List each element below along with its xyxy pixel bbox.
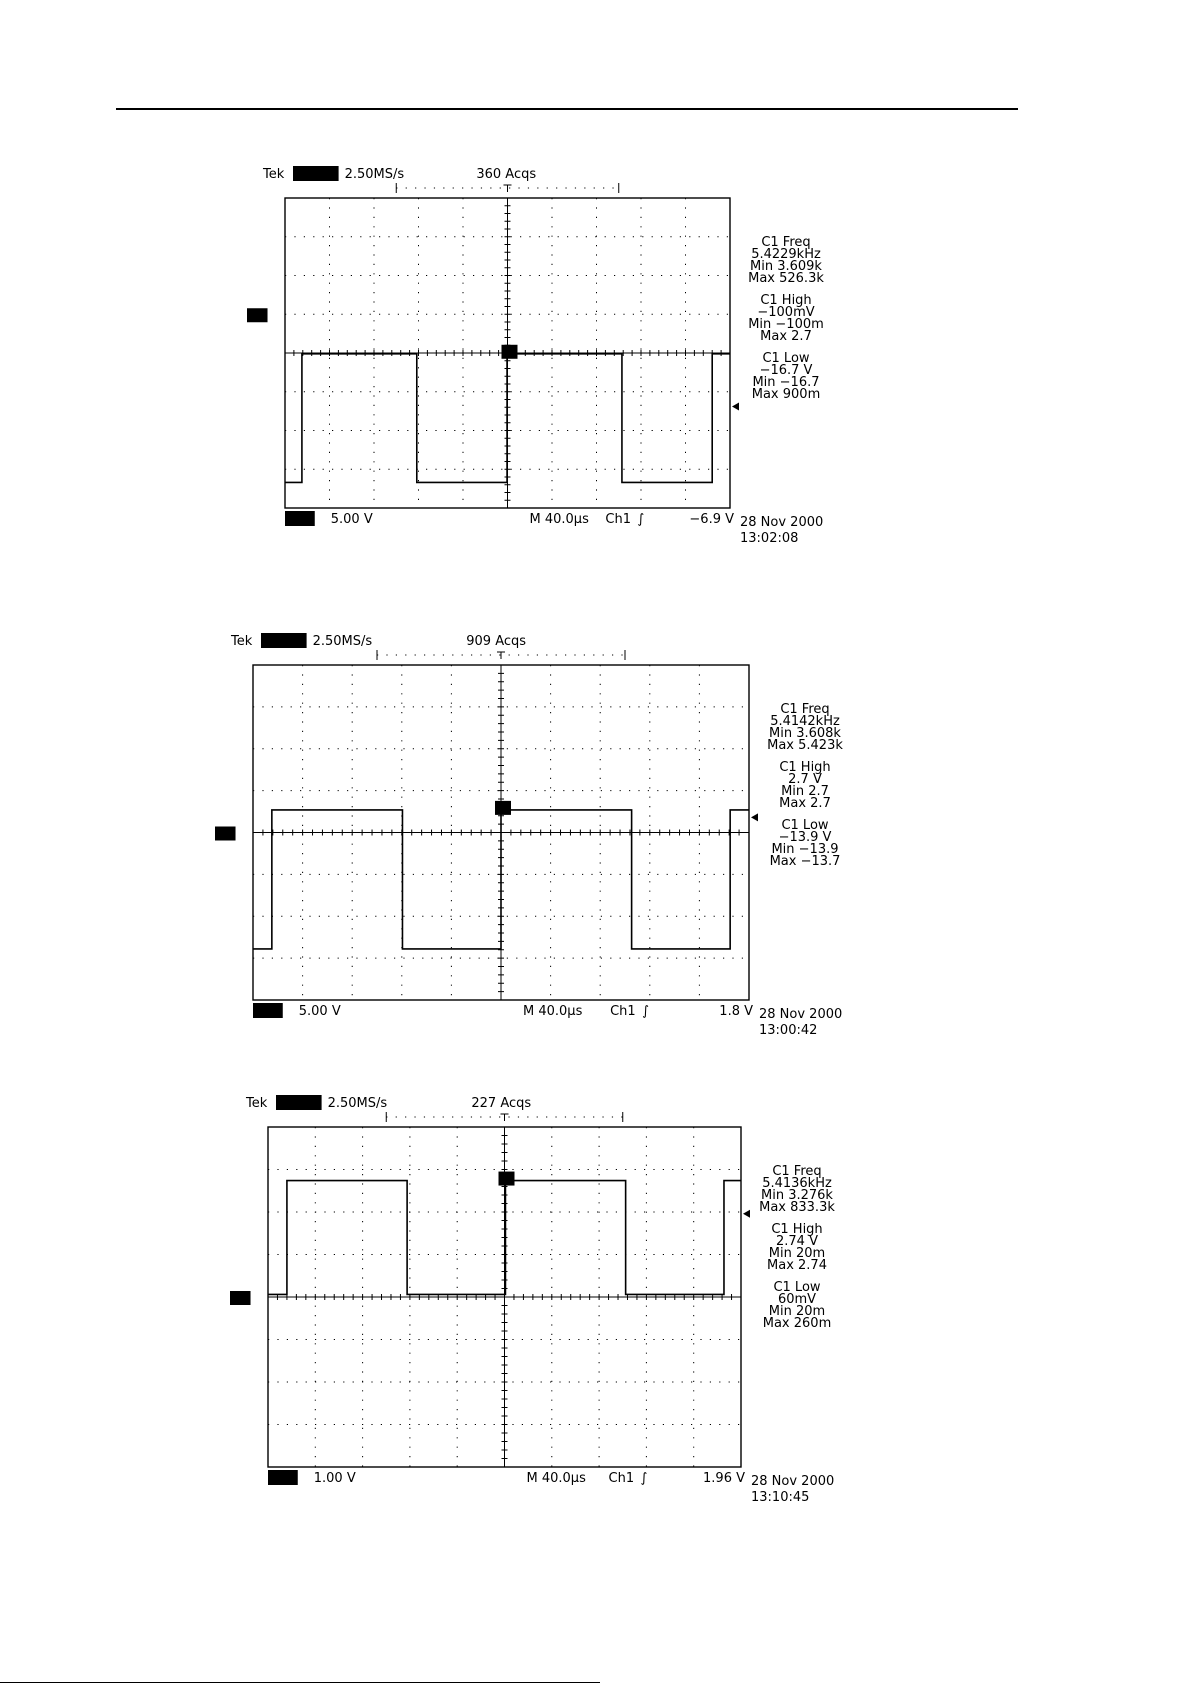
oscilloscope-capture-1	[0, 160, 1191, 546]
channel-1-badge: Ch1	[288, 512, 312, 526]
trigger-slope-icon: ∫	[642, 1004, 649, 1019]
capture-time: 13:02:08	[740, 531, 799, 546]
page-top-rule	[116, 108, 1018, 110]
measurement-max: Max 833.3k	[759, 1200, 835, 1215]
measurement-min: Min 3.608k	[769, 726, 841, 741]
measurement-min: Min 20m	[768, 1246, 826, 1261]
channel-1-ground-marker: 1→	[249, 309, 266, 323]
trigger-level-arrow	[751, 813, 758, 821]
measurement-value: −13.9 V	[778, 830, 832, 845]
oscilloscope-capture-2	[0, 620, 1191, 1038]
channel-1-badge: Ch1	[256, 1004, 280, 1018]
channel-1-waveform	[285, 354, 730, 483]
acq-state-badge: Stop:	[300, 167, 332, 181]
oscilloscope-capture-3	[0, 1082, 1191, 1505]
trigger-position-marker: T	[499, 801, 507, 815]
measurement-max: Max 2.7	[760, 329, 812, 344]
acq-state-badge: Stop:	[283, 1096, 315, 1110]
measurement-max: Max −13.7	[769, 854, 841, 869]
capture-date: 28 Nov 2000	[759, 1007, 843, 1022]
channel-1-ground-marker: 1→	[217, 827, 234, 841]
measurement-min: Min −16.7	[752, 375, 820, 390]
measurement-name: C1 Low	[773, 1280, 821, 1295]
sample-rate-label: 2.50MS/s	[344, 167, 405, 182]
measurement-value: −100mV	[757, 305, 815, 320]
brand-label: Tek	[246, 1096, 268, 1111]
trigger-level-value: 1.96 V	[703, 1471, 745, 1486]
acquisition-count: 909 Acqs	[466, 634, 527, 649]
trigger-level-value: −6.9 V	[689, 512, 734, 527]
channel-1-scale: 5.00 V	[330, 512, 373, 527]
measurement-name: C1 Freq	[761, 235, 811, 250]
measurement-min: Min 2.7	[781, 784, 829, 799]
timebase-label: M 40.0µs	[529, 512, 589, 527]
measurement-name: C1 High	[771, 1222, 823, 1237]
measurement-max: Max 5.423k	[767, 738, 843, 753]
measurement-value: 5.4136kHz	[762, 1176, 832, 1191]
measurement-value: 5.4142kHz	[770, 714, 840, 729]
measurement-name: C1 High	[760, 293, 812, 308]
measurement-value: 2.7 V	[788, 772, 822, 787]
measurement-min: Min −100m	[748, 317, 824, 332]
measurement-max: Max 900m	[751, 387, 821, 402]
measurement-name: C1 Freq	[772, 1164, 822, 1179]
measurement-max: Max 260m	[762, 1316, 832, 1331]
brand-label: Tek	[263, 167, 285, 182]
timebase-label: M 40.0µs	[526, 1471, 586, 1486]
trigger-level-arrow	[743, 1210, 750, 1218]
trigger-level-arrow	[732, 402, 739, 410]
measurement-name: C1 Low	[762, 351, 810, 366]
measurement-name: C1 Freq	[780, 702, 830, 717]
channel-1-badge: Ch1	[271, 1471, 295, 1485]
channel-1-scale: 1.00 V	[313, 1471, 356, 1486]
sample-rate-label: 2.50MS/s	[327, 1096, 388, 1111]
capture-time: 13:00:42	[759, 1023, 818, 1038]
acquisition-count: 227 Acqs	[471, 1096, 532, 1111]
measurement-max: Max 2.74	[767, 1258, 827, 1273]
measurement-min: Min 3.276k	[761, 1188, 833, 1203]
acquisition-count: 360 Acqs	[476, 167, 537, 182]
sample-rate-label: 2.50MS/s	[312, 634, 373, 649]
measurement-value: 2.74 V	[776, 1234, 818, 1249]
capture-date: 28 Nov 2000	[751, 1474, 835, 1489]
trigger-level-value: 1.8 V	[719, 1004, 753, 1019]
measurement-max: Max 526.3k	[748, 271, 824, 286]
measurement-value: 5.4229kHz	[751, 247, 821, 262]
brand-label: Tek	[231, 634, 253, 649]
trigger-slope-icon: ∫	[637, 512, 645, 527]
capture-time: 13:10:45	[751, 1490, 810, 1505]
channel-1-waveform	[253, 810, 749, 949]
trigger-position-marker: T	[503, 1172, 510, 1186]
trigger-source: Ch1	[605, 512, 631, 527]
trigger-position-marker: T	[506, 345, 513, 359]
channel-1-scale: 5.00 V	[298, 1004, 341, 1019]
trigger-source: Ch1	[610, 1004, 636, 1019]
measurement-max: Max 2.7	[779, 796, 831, 811]
measurement-value: −16.7 V	[759, 363, 813, 378]
timebase-label: M 40.0µs	[523, 1004, 583, 1019]
trigger-source: Ch1	[608, 1471, 635, 1486]
capture-date: 28 Nov 2000	[740, 515, 824, 530]
page-bottom-rule	[0, 1682, 600, 1683]
measurement-name: C1 High	[779, 760, 831, 775]
measurement-min: Min −13.9	[771, 842, 839, 857]
measurement-value: 60mV	[777, 1292, 817, 1307]
channel-1-ground-marker: 1→	[232, 1292, 249, 1305]
trigger-slope-icon: ∫	[640, 1471, 648, 1486]
measurement-min: Min 20m	[768, 1304, 826, 1319]
acq-state-badge: Stop:	[268, 634, 300, 648]
measurement-name: C1 Low	[781, 818, 829, 833]
measurement-min: Min 3.609k	[750, 259, 822, 274]
